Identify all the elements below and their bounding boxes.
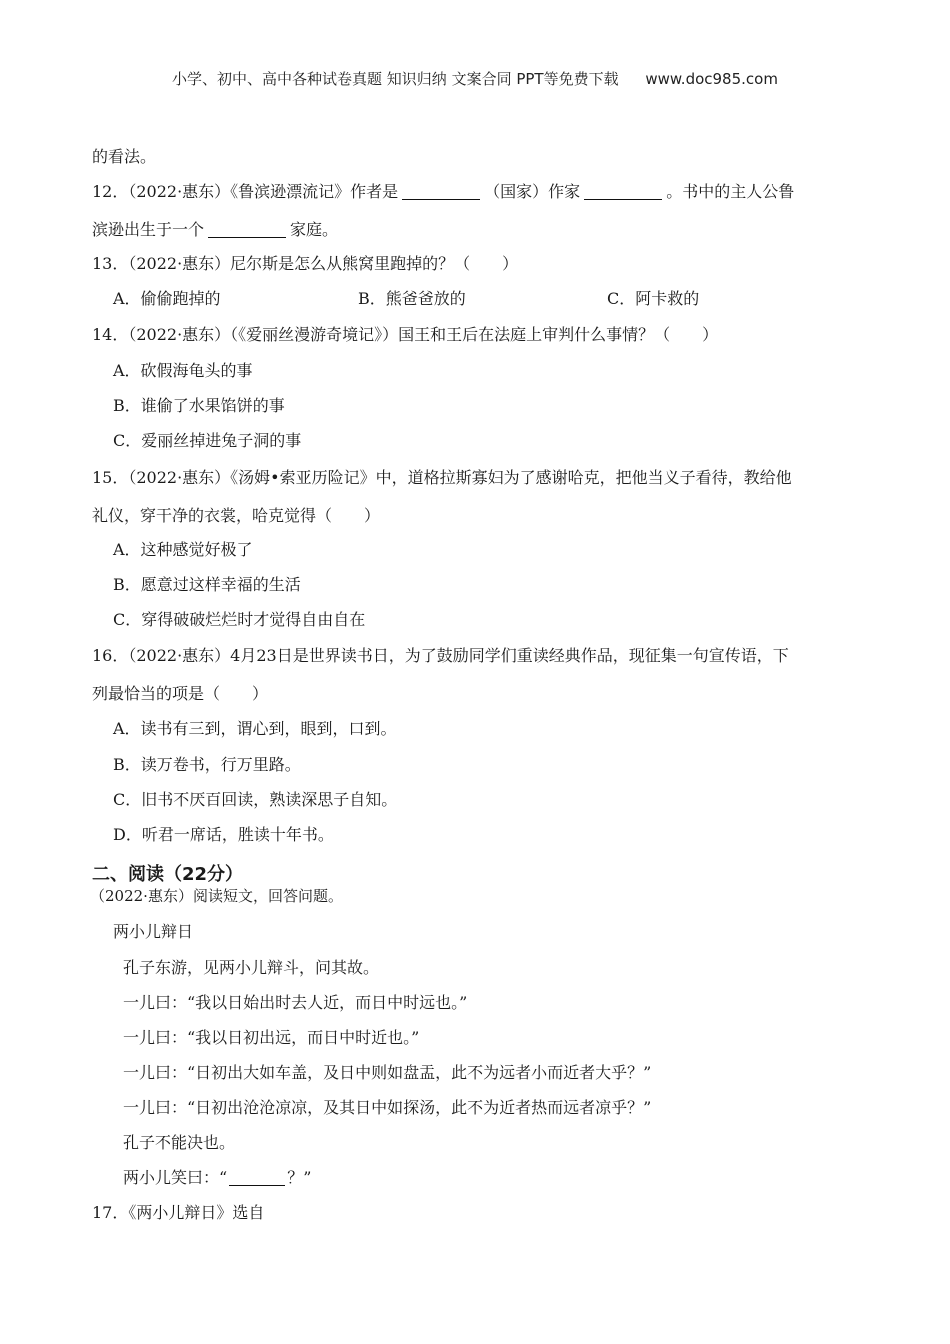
passage-title: 两小儿辩日	[113, 922, 194, 941]
answer-blank-laugh[interactable]	[229, 1169, 285, 1186]
q12-part-4: 滨逊出生于一个	[92, 220, 205, 239]
section-2-heading: 二、阅读（22分）	[92, 864, 244, 885]
question-13-stem: 13．（2022·惠东）尼尔斯是怎么从熊窝里跑掉的？（ ）	[92, 254, 519, 273]
question-13-options	[113, 288, 699, 310]
question-16-stem-2: 列最恰当的项是（ ）	[92, 684, 269, 703]
q15-option-b[interactable]: B．愿意过这样幸福的生活	[113, 575, 301, 594]
q14-option-b[interactable]: B．谁偷了水果馅饼的事	[113, 396, 285, 415]
header-tagline: 小学、初中、高中各种试卷真题 知识归纳 文案合同 PPT等免费下载	[172, 70, 619, 88]
q16-option-a[interactable]: A．读书有三到，谓心到，眼到，口到。	[113, 719, 397, 738]
answer-blank-country[interactable]	[402, 183, 480, 200]
last-line-suffix: ？”	[287, 1168, 312, 1187]
q15-option-c[interactable]: C．穿得破破烂烂时才觉得自由自在	[113, 610, 366, 629]
question-14-stem: 14．（2022·惠东）（《爱丽丝漫游奇境记》）国王和王后在法庭上审判什么事情？（ ）	[92, 325, 719, 344]
question-12-line-1	[92, 181, 794, 203]
continuation-text: 的看法。	[92, 147, 157, 166]
q12-part-2: （国家）作家	[484, 182, 581, 201]
question-15-stem-2: 礼仪，穿干净的衣裳，哈克觉得（ ）	[92, 506, 381, 525]
passage-line-3: 一儿曰：“我以日初出远，而日中时近也。”	[123, 1028, 420, 1047]
question-17-stem: 17．《两小儿辩日》选自	[92, 1203, 265, 1222]
section-2-intro: （2022·惠东）阅读短文，回答问题。	[90, 887, 343, 905]
q15-option-a[interactable]: A．这种感觉好极了	[113, 540, 253, 559]
question-12-line-2	[92, 219, 338, 241]
page-header	[0, 68, 950, 89]
passage-line-2: 一儿曰：“我以日始出时去人近，而日中时远也。”	[123, 993, 468, 1012]
q16-option-d[interactable]: D．听君一席话，胜读十年书。	[113, 825, 334, 844]
answer-blank-family[interactable]	[208, 221, 286, 238]
q14-option-a[interactable]: A．砍假海龟头的事	[113, 361, 253, 380]
header-site-link[interactable]: www.doc985.com	[645, 70, 778, 88]
q13-option-c[interactable]: C．阿卡救的	[607, 289, 700, 308]
q13-option-b[interactable]: B．熊爸爸放的	[358, 289, 466, 308]
q16-option-c[interactable]: C．旧书不厌百回读，熟读深思子自知。	[113, 790, 398, 809]
q16-option-b[interactable]: B．读万卷书，行万里路。	[113, 755, 301, 774]
q14-option-c[interactable]: C．爱丽丝掉进兔子洞的事	[113, 431, 302, 450]
passage-last-line	[123, 1167, 311, 1189]
passage-line-4: 一儿曰：“日初出大如车盖，及日中则如盘盂，此不为远者小而近者大乎？”	[123, 1063, 652, 1082]
passage-line-6: 孔子不能决也。	[123, 1133, 236, 1152]
q12-part-3: 。书中的主人公鲁	[666, 182, 795, 201]
passage-line-5: 一儿曰：“日初出沧沧凉凉，及其日中如探汤，此不为近者热而远者凉乎？”	[123, 1098, 652, 1117]
last-line-prefix: 两小儿笑曰：“	[123, 1168, 228, 1187]
passage-line-1: 孔子东游，见两小儿辩斗，问其故。	[123, 958, 380, 977]
answer-blank-author[interactable]	[584, 183, 662, 200]
question-15-stem-1: 15．（2022·惠东）《汤姆•索亚历险记》中，道格拉斯寡妇为了感谢哈克，把他当义子看待，教给他	[92, 468, 792, 487]
q13-option-a[interactable]: A．偷偷跑掉的	[113, 289, 221, 308]
question-16-stem-1: 16．（2022·惠东）4月23日是世界读书日，为了鼓励同学们重读经典作品，现征集一句宣传语，下	[92, 646, 789, 665]
q12-part-5: 家庭。	[290, 220, 339, 239]
q12-part-1: 12．（2022·惠东）《鲁滨逊漂流记》作者是	[92, 182, 399, 201]
